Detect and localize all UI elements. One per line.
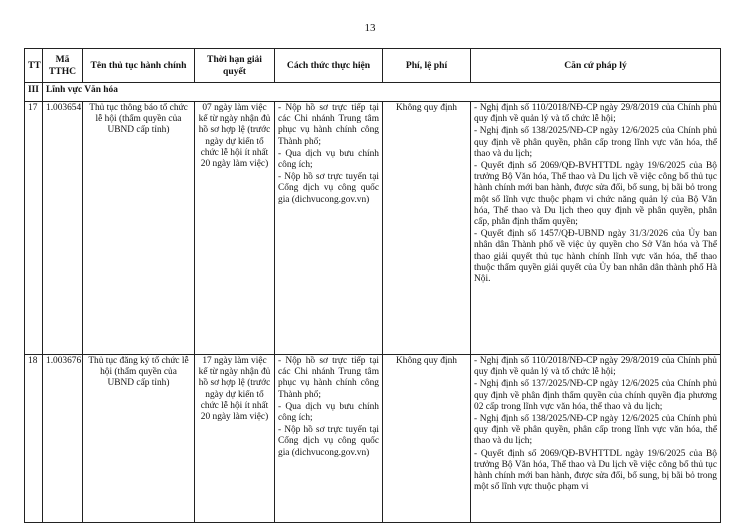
table-header-row [25, 49, 721, 83]
row-methods [275, 102, 383, 355]
header-deadline: Thời hạn giải quyết [195, 49, 275, 83]
section-number: III [25, 83, 43, 102]
header-fee: Phí, lệ phí [383, 49, 471, 83]
row-fee: Không quy định [383, 355, 471, 523]
row-fee: Không quy định [383, 102, 471, 355]
method-item: - Nộp hồ sơ trực tiếp tại các Chi nhánh Trung tâm phục vụ hành chính công Thành phố; [278, 103, 379, 147]
row-tt: 17 [25, 102, 43, 355]
row-legal-basis [471, 355, 721, 523]
page-number: 13 [364, 22, 376, 34]
method-item: - Qua dịch vụ bưu chính công ích; [278, 148, 379, 171]
row-code: 1.003654 [43, 102, 83, 355]
legal-basis-item: - Nghị định số 138/2025/NĐ-CP ngày 12/6/2025 của Chính phủ quy định về phân quyền, phân cấp trong lĩnh vực văn hóa, thể thao và du lịch; [474, 126, 717, 159]
method-item: - Nộp hồ sơ trực tuyến tại Cổng dịch vụ công quốc gia (dichvucong.gov.vn) [278, 172, 379, 205]
method-item: - Qua dịch vụ bưu chính công ích; [278, 401, 379, 424]
row-procedure-name: Thủ tục đăng ký tổ chức lễ hội (thẩm quyền của UBND cấp tỉnh) [83, 355, 195, 523]
header-legal-basis: Căn cứ pháp lý [471, 49, 721, 83]
section-row [25, 83, 721, 102]
legal-basis-item: - Quyết định số 2069/QĐ-BVHTTDL ngày 19/6/2025 của Bộ trưởng Bộ Văn hóa, Thể thao và Du lịch về việc công bố thủ tục hành chính mới ban hành, được sửa đổi, bổ sung, bị bãi bỏ trong một số lĩnh vực thuộc phạm vi chức năng quản lý của Bộ Văn hóa, Thể thao và Du lịch theo quy định về phân quyền, phân cấp, phân định thẩm quyền; [474, 161, 717, 228]
row-procedure-name: Thủ tục thông báo tổ chức lễ hội (thẩm quyền của UBND cấp tỉnh) [83, 102, 195, 355]
section-title: Lĩnh vực Văn hóa [43, 83, 721, 102]
table-row [25, 102, 721, 355]
legal-basis-item: - Quyết định số 1457/QĐ-UBND ngày 31/3/2026 của Ủy ban nhân dân Thành phố về việc ủy quyền cho Sở Văn hóa và Thể thao giải quyết thủ tục hành chính lĩnh vực văn hóa, thể thao thuộc thẩm quyền giải quyết của Ủy ban nhân dân thành phố Hà Nội. [474, 229, 717, 285]
row-legal-basis [471, 102, 721, 355]
legal-basis-item: - Nghị định số 137/2025/NĐ-CP ngày 12/6/2025 của Chính phủ quy định về phân định thẩm quyền của chính quyền địa phương 02 cấp trong lĩnh vực văn hóa, thể thao và du lịch; [474, 379, 717, 412]
legal-basis-item: - Nghị định số 110/2018/NĐ-CP ngày 29/8/2019 của Chính phủ quy định về quản lý và tổ chức lễ hội; [474, 103, 717, 125]
row-tt: 18 [25, 355, 43, 523]
header-name: Tên thủ tục hành chính [83, 49, 195, 83]
legal-basis-item: - Quyết định số 2069/QĐ-BVHTTDL ngày 19/6/2025 của Bộ trưởng Bộ Văn hóa, Thể thao và Du lịch về việc công bố thủ tục hành chính mới ban hành, được sửa đổi, bổ sung, bị bãi bỏ trong một số lĩnh vực thuộc phạm vi [474, 448, 717, 493]
header-tt: TT [25, 49, 43, 83]
method-item: - Nộp hồ sơ trực tiếp tại các Chi nhánh Trung tâm phục vụ hành chính công Thành phố; [278, 356, 379, 400]
header-code: Mã TTHC [43, 49, 83, 83]
header-method: Cách thức thực hiện [275, 49, 383, 83]
legal-basis-item: - Nghị định số 138/2025/NĐ-CP ngày 12/6/2025 của Chính phủ quy định về phân quyền, phân cấp trong lĩnh vực văn hóa, thể thao và du lịch; [474, 414, 717, 447]
table-row [25, 355, 721, 523]
row-deadline: 07 ngày làm việc kể từ ngày nhận đủ hồ sơ hợp lệ (trước ngày dự kiến tổ chức lễ hội ít nhất 20 ngày làm việc) [195, 102, 275, 355]
method-item: - Nộp hồ sơ trực tuyến tại Cổng dịch vụ công quốc gia (dichvucong.gov.vn) [278, 425, 379, 458]
procedures-table [24, 48, 721, 523]
row-methods [275, 355, 383, 523]
row-deadline: 17 ngày làm việc kể từ ngày nhận đủ hồ sơ hợp lệ (trước ngày dự kiến tổ chức lễ hội ít nhất 20 ngày làm việc) [195, 355, 275, 523]
row-code: 1.003676 [43, 355, 83, 523]
legal-basis-item: - Nghị định số 110/2018/NĐ-CP ngày 29/8/2019 của Chính phủ quy định về quản lý và tổ chức lễ hội; [474, 356, 717, 378]
